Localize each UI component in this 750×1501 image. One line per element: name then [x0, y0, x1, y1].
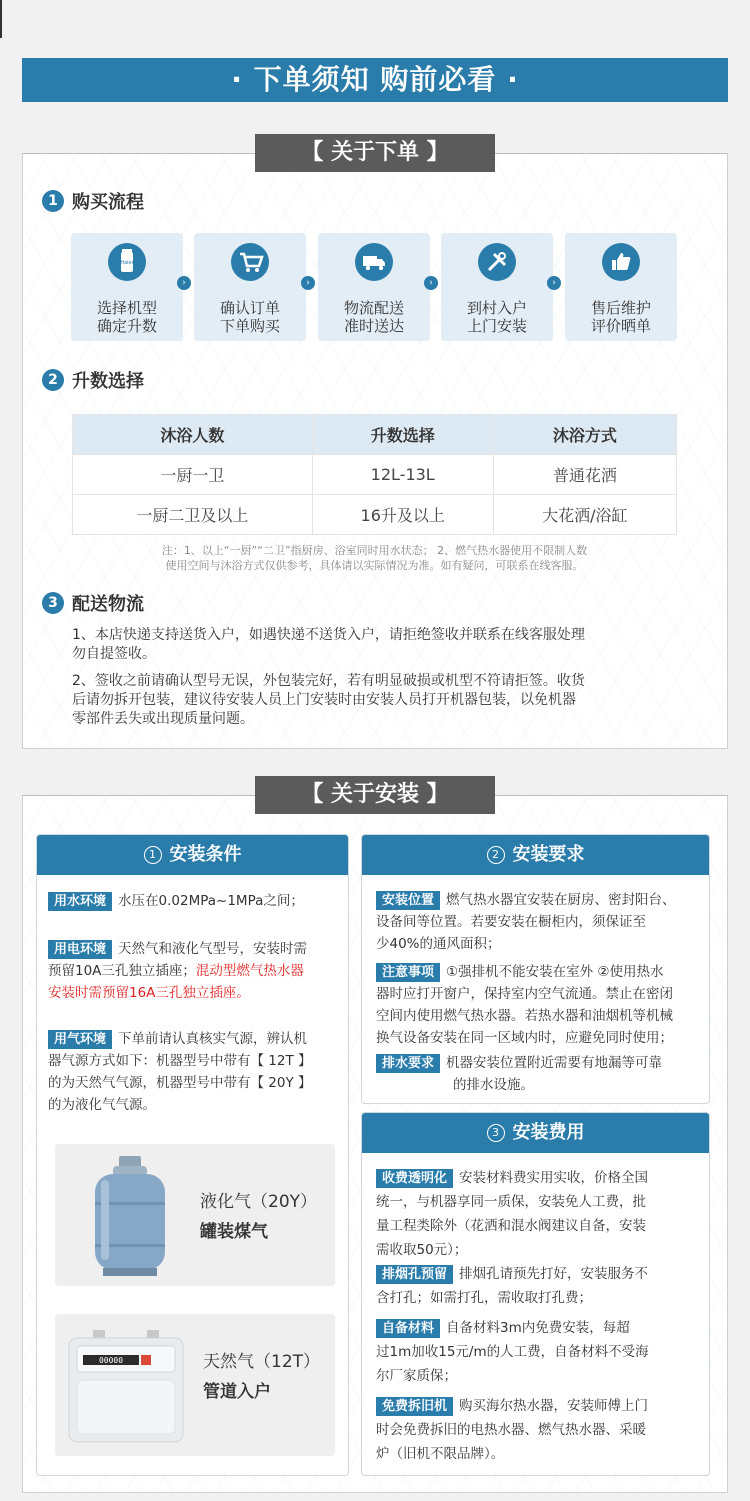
text-line: 零部件丢失或出现质量问题。: [72, 711, 254, 727]
svg-text:Haier: Haier: [120, 260, 134, 266]
text-line: 购买海尔热水器，安装师傅上门: [459, 1398, 649, 1414]
section-tab-install: 【 关于安装 】: [255, 776, 495, 814]
fee-old-removal: [376, 1394, 706, 1466]
flow-step-card: [71, 233, 183, 341]
note-line: 注：1、以上“一厨”“二卫”指厨房、浴室同时用水状态； 2、燃气热水器使用不限制人数: [161, 544, 588, 557]
flow-step-card: [441, 233, 553, 341]
table-cell: 一厨二卫及以上: [73, 495, 313, 535]
text-line: 1、本店快递支持送货入户，如遇快递不送货入户，请拒绝签收并联系在线客服处理: [72, 627, 585, 643]
chevron-right-icon: ›: [424, 276, 438, 290]
gas-meter-icon: [63, 1328, 189, 1446]
lpg-label: 液化气（20Y）: [200, 1192, 318, 1212]
step-label: 上门安装: [466, 317, 527, 335]
flow-step-card: [318, 233, 430, 341]
text-line: 预留10A三孔独立插座；: [48, 963, 196, 979]
chevron-right-icon: ›: [547, 276, 561, 290]
box-number: 2: [487, 846, 505, 864]
step-label: 到村入户: [466, 299, 527, 317]
water-env: [48, 890, 344, 912]
label-tag: 排水要求: [376, 1054, 440, 1073]
box-number: 1: [144, 846, 162, 864]
label-tag: 用气环境: [48, 1030, 112, 1049]
step-label: 确定升数: [96, 317, 157, 335]
text-line: 天然气和液化气型号，安装时需: [118, 941, 308, 957]
text-line: 水压在0.02MPa~1MPa之间；: [118, 893, 304, 909]
table-header: 沐浴方式: [493, 415, 676, 455]
text-line: 下单前请认真核实气源，辨认机: [118, 1031, 308, 1047]
warning-text: 混动型燃气热水器: [195, 963, 304, 979]
text-line: 自备材料3m内免费安装，每超: [446, 1320, 630, 1336]
table-cell: 一厨一卫: [73, 455, 313, 495]
lpg-card: [55, 1144, 335, 1286]
cart-icon: [231, 243, 269, 281]
table-header: 升数选择: [312, 415, 493, 455]
note-line: 使用空间与沐浴方式仅供参考，具体请以实际情况为准。如有疑问，可联系在线客服。: [165, 559, 584, 572]
subsection-title: 配送物流: [72, 594, 144, 615]
step-label: 售后维护: [590, 299, 651, 317]
subsection-title: 购买流程: [72, 192, 144, 213]
capacity-table: [72, 414, 677, 535]
box-header: [362, 1113, 709, 1153]
thumbs-up-icon: [602, 243, 640, 281]
fee-vent-hole: [376, 1262, 706, 1310]
meter-digits: 00000: [98, 1356, 124, 1365]
fee-own-materials: [376, 1316, 706, 1388]
delivery-paragraph: [72, 672, 692, 729]
text-line: 机器安装位置附近需要有地漏等可靠: [446, 1055, 663, 1071]
table-cell: 12L-13L: [312, 455, 493, 495]
install-notes: [376, 961, 706, 1049]
ng-card: [55, 1314, 335, 1456]
flow-step-card: [194, 233, 306, 341]
table-row: [73, 495, 677, 535]
text-line: 空间内使用燃气热水器。若热水器和油烟机等机械: [376, 1008, 673, 1024]
label-tag: 用电环境: [48, 940, 112, 959]
box-header: [37, 835, 348, 875]
subsection-title: 升数选择: [72, 371, 144, 392]
table-cell: 普通花洒: [493, 455, 676, 495]
box-header: [362, 835, 709, 875]
text-line: 炉（旧机不限品牌）。: [376, 1446, 505, 1462]
step-number: 1: [42, 190, 64, 212]
step-label: 物流配送: [343, 299, 404, 317]
text-line: 器气源方式如下：机器型号中带有【 12T 】: [48, 1053, 312, 1069]
power-env: [48, 938, 346, 1004]
step-label: 确认订单: [219, 299, 280, 317]
text-line: 尔厂家质保；: [376, 1368, 457, 1384]
lpg-label: 罐装煤气: [200, 1222, 268, 1242]
box-title: 安装费用: [512, 1122, 585, 1143]
gas-cylinder-icon: [85, 1152, 175, 1280]
text-line: 2、签收之前请确认型号无误，外包装完好，若有明显破损或机型不符请拒签。收货: [72, 673, 585, 689]
ng-label: 管道入户: [203, 1382, 271, 1402]
divider: [22, 153, 255, 154]
box-title: 安装条件: [169, 844, 242, 865]
step-label: 选择机型: [96, 299, 157, 317]
flow-step-card: [565, 233, 677, 341]
text-line: 量工程类除外（花洒和混水阀建议自备，安装: [376, 1218, 646, 1234]
divider: [495, 795, 728, 796]
label-tag: 注意事项: [376, 963, 440, 982]
text-line: 排烟孔请预先打好，安装服务不: [459, 1266, 649, 1282]
text-line: 时会免费拆旧的电热水器、燃气热水器、采暖: [376, 1422, 646, 1438]
truck-icon: [355, 243, 393, 281]
text-line: ①强排机不能安装在室外 ②使用热水: [446, 964, 664, 980]
delivery-paragraph: [72, 626, 692, 664]
table-row: [73, 455, 677, 495]
divider: [22, 795, 255, 796]
page-title-banner: · 下单须知 购前必看 ·: [22, 58, 728, 102]
text-line: 勿自提签收。: [72, 646, 156, 662]
text-line: 含打孔；如需打孔，需收取打孔费；: [376, 1290, 592, 1306]
capacity-note: [72, 543, 677, 573]
label-tag: 收费透明化: [376, 1169, 453, 1188]
step-number: 3: [42, 592, 64, 614]
text-line: 燃气热水器宜安装在厨房、密封阳台、: [446, 892, 676, 908]
text-line: 的为液化气气源。: [48, 1097, 156, 1113]
box-title: 安装要求: [512, 844, 585, 865]
text-line: 统一，与机器享同一质保，安装免人工费，批: [376, 1194, 646, 1210]
top-edge-line: [0, 0, 2, 38]
text-line: 后请勿拆开包装，建议待安装人员上门安装时由安装人员打开机器包装，以免机器: [72, 692, 576, 708]
chevron-right-icon: ›: [177, 276, 191, 290]
text-line: 器时应打开窗户，保持室内空气流通。禁止在密闭: [376, 986, 673, 1002]
table-cell: 大花洒/浴缸: [493, 495, 676, 535]
step-number: 2: [42, 369, 64, 391]
label-tag: 用水环境: [48, 892, 112, 911]
text-line: 的为天然气气源，机器型号中带有【 20Y 】: [48, 1075, 312, 1091]
label-tag: 自备材料: [376, 1319, 440, 1338]
tools-icon: [478, 243, 516, 281]
text-line: 过1m加收15元/m的人工费，自备材料不受海: [376, 1344, 649, 1360]
box-number: 3: [487, 1124, 505, 1142]
section-tab-order: 【 关于下单 】: [255, 134, 495, 172]
label-tag: 安装位置: [376, 891, 440, 910]
ng-label: 天然气（12T）: [203, 1352, 321, 1372]
water-heater-icon: [108, 243, 146, 281]
step-label: 准时送达: [343, 317, 404, 335]
fee-transparent: [376, 1166, 706, 1262]
table-header: 沐浴人数: [73, 415, 313, 455]
chevron-right-icon: ›: [301, 276, 315, 290]
gas-env: [48, 1028, 346, 1116]
step-label: 下单购买: [219, 317, 280, 335]
install-location: [376, 889, 706, 955]
step-label: 评价晒单: [590, 317, 651, 335]
divider: [495, 153, 728, 154]
text-line: 需收取50元）；: [376, 1242, 468, 1258]
text-line: 设备间等位置。若要安装在橱柜内，须保证至: [376, 914, 646, 930]
label-tag: 排烟孔预留: [376, 1265, 453, 1284]
warning-text: 安装时需预留16A三孔独立插座。: [48, 985, 250, 1001]
label-tag: 免费拆旧机: [376, 1397, 453, 1416]
text-line: 少40%的通风面积；: [376, 936, 501, 952]
table-cell: 16升及以上: [312, 495, 493, 535]
drain-requirement: [376, 1052, 706, 1096]
text-line: 安装材料费实用实收，价格全国: [459, 1170, 649, 1186]
text-line: 换气设备安装在同一区域内时，应避免同时使用；: [376, 1030, 673, 1046]
text-line: 的排水设施。: [453, 1077, 534, 1093]
